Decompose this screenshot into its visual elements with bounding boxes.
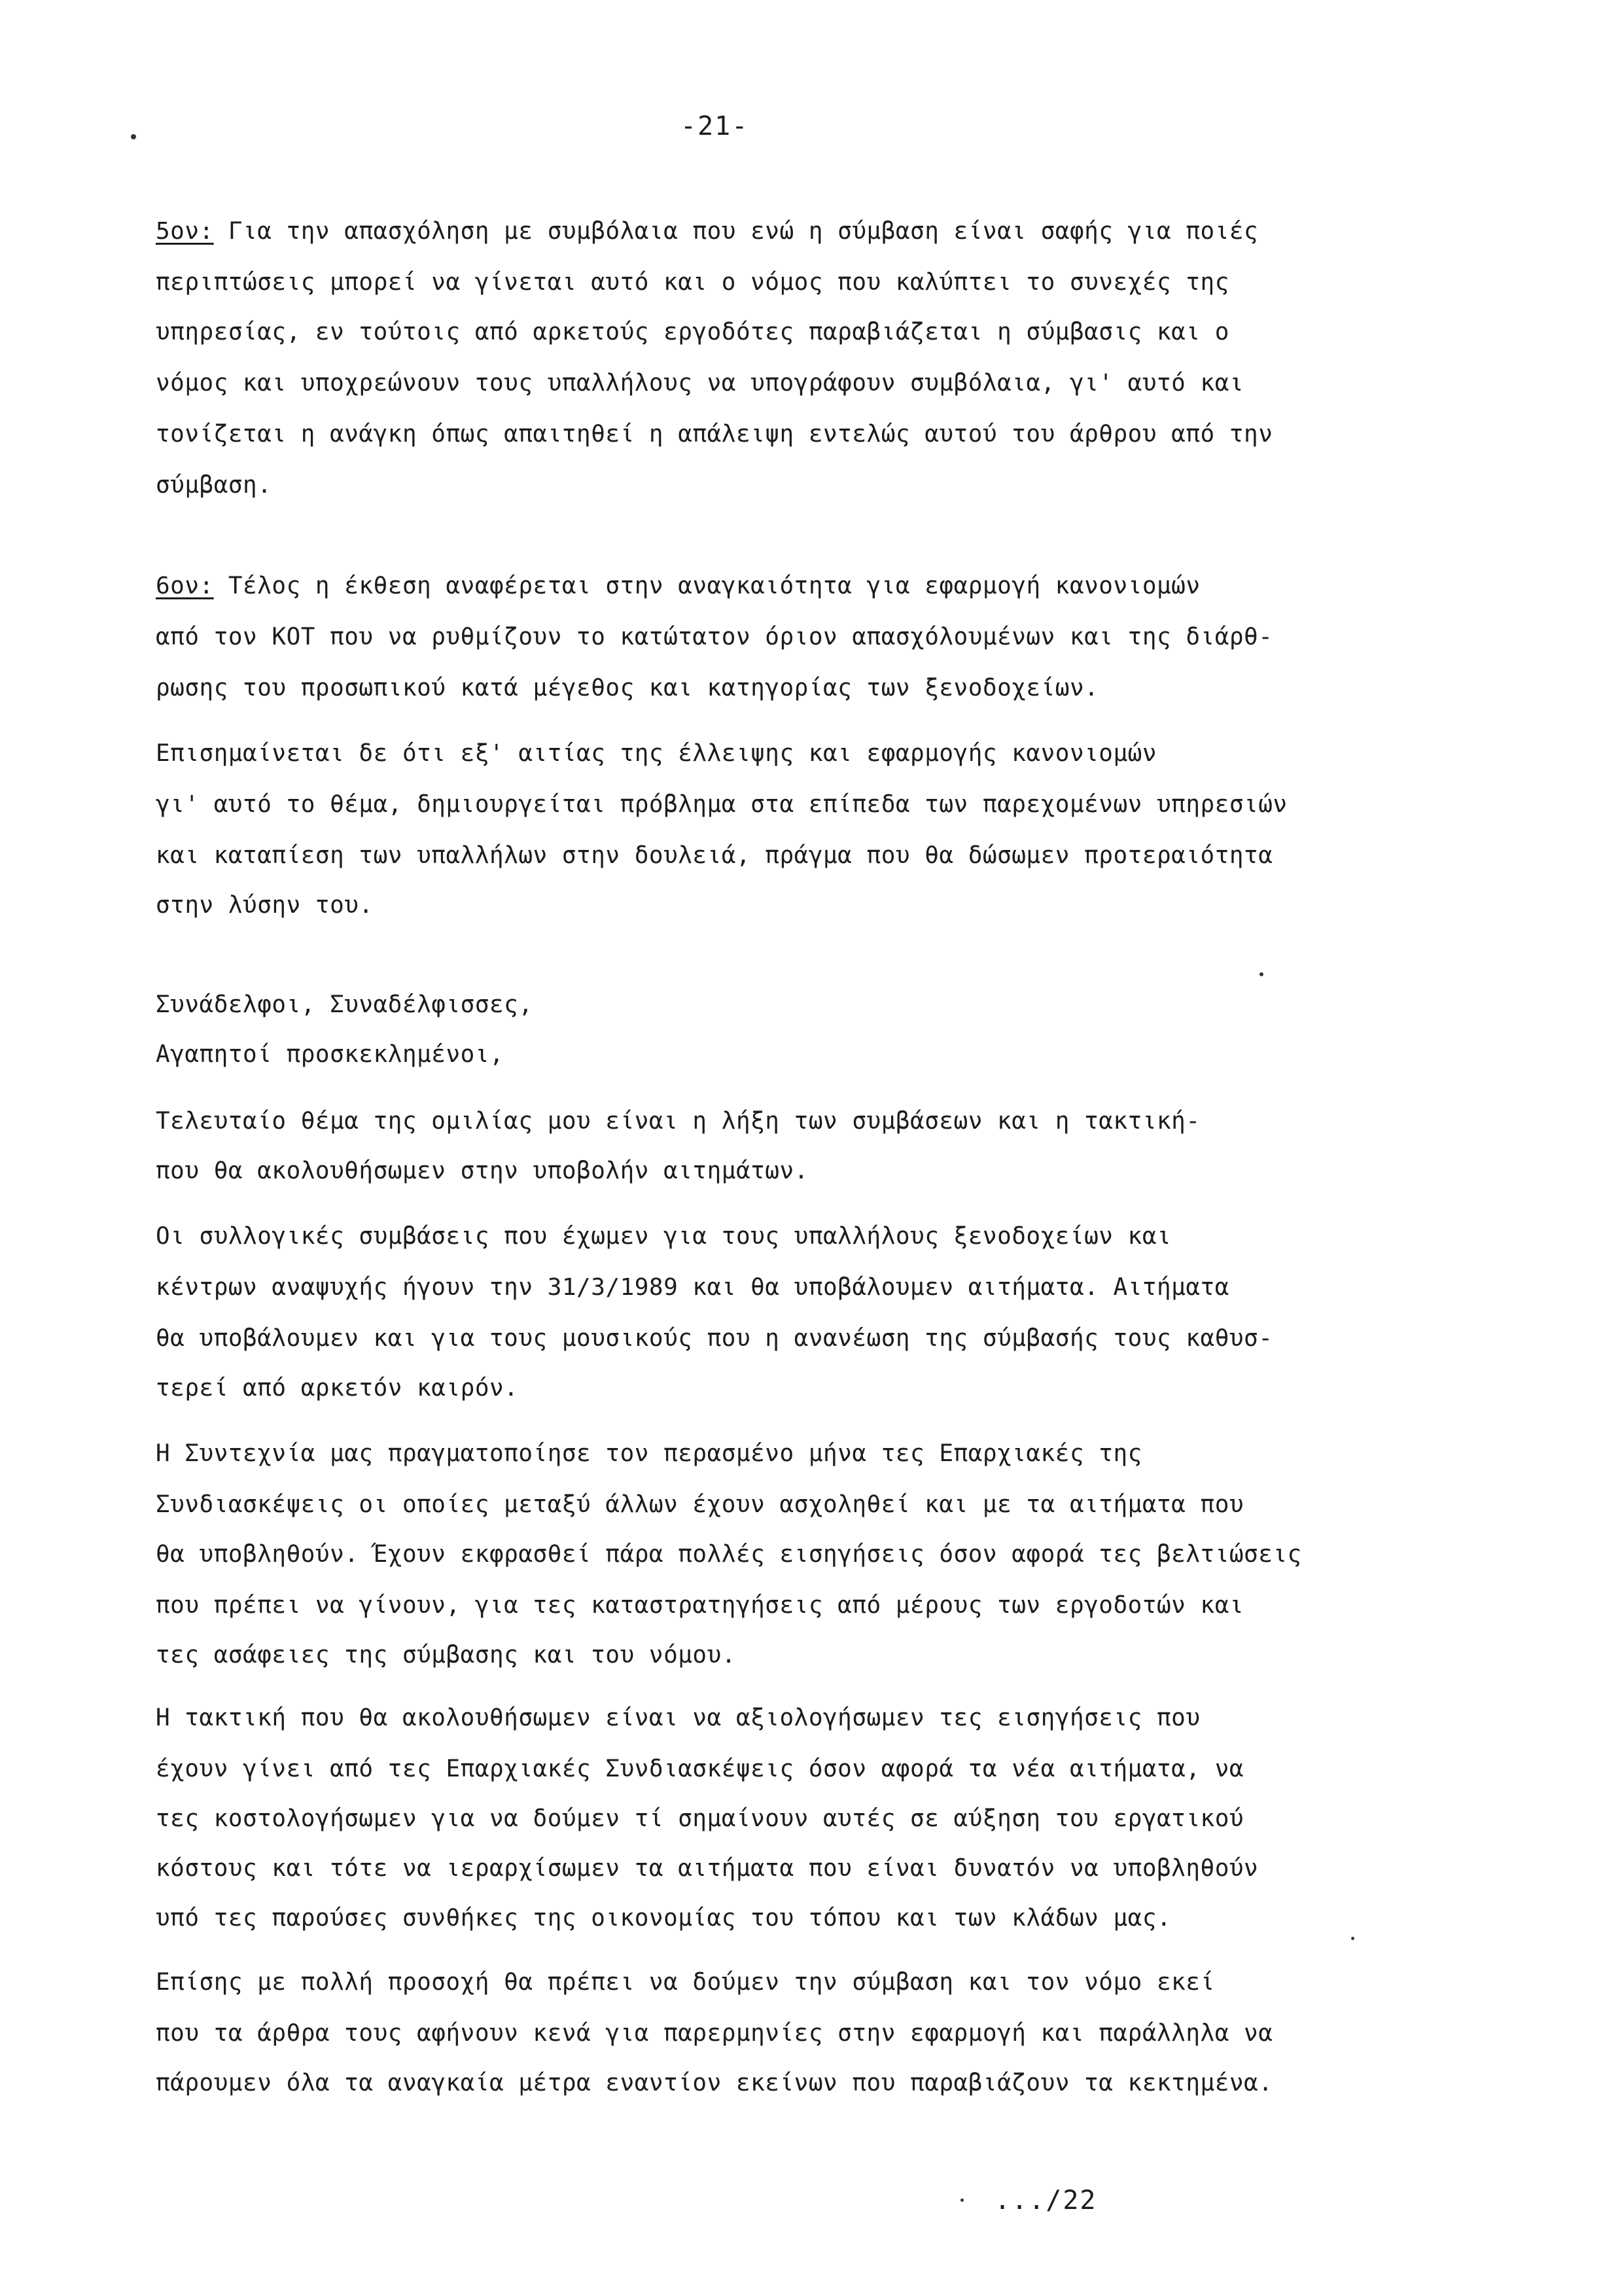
item-marker: 6ον: (156, 573, 214, 599)
paragraph-line: Οι συλλογικές συμβάσεις που έχωμεν για τους υπαλλήλους ξενοδοχείων και (156, 1223, 1172, 1250)
paragraph-line: από τον ΚΟΤ που να ρυθμίζουν το κατώτατον όριον απασχόλουμένων και της διάρθ- (156, 624, 1273, 650)
paragraph-line: Η τακτική που θα ακολουθήσωμεν είναι να αξιολογήσωμεν τες εισηγήσεις που (156, 1704, 1201, 1731)
scan-speck (960, 2199, 964, 2202)
paragraph-line: Συνδιασκέψεις οι οποίες μεταξύ άλλων έχουν ασχοληθεί και με τα αιτήματα που (156, 1491, 1244, 1518)
paragraph-line: υπό τες παρούσες συνθήκες της οικονομίας του τόπου και των κλάδων μας. (156, 1905, 1172, 1932)
line-text: Τέλος η έκθεση αναφέρεται στην αναγκαιότητα για εφαρμογή κανονιομών (213, 573, 1201, 599)
paragraph-line: που τα άρθρα τους αφήνουν κενά για παρερμηνίες στην εφαρμογή και παράλληλα να (156, 2020, 1273, 2047)
paragraph-line: θα υποβληθούν. Έχουν εκφρασθεί πάρα πολλές εισηγήσεις όσον αφορά τες βελτιώσεις (156, 1541, 1302, 1568)
paragraph-line: τονίζεται η ανάγκη όπως απαιτηθεί η απάλειψη εντελώς αυτού του άρθρου από την (156, 421, 1273, 448)
paragraph-line: υπηρεσίας, εν τούτοις από αρκετούς εργοδότες παραβιάζεται η σύμβασις και ο (156, 319, 1229, 345)
paragraph-line: Η Συντεχνία μας πραγματοποίησε τον περασμένο μήνα τες Επαρχιακές της (156, 1440, 1142, 1467)
item-marker: 5ον: (156, 218, 214, 245)
paragraph-line: έχουν γίνει από τες Επαρχιακές Συνδιασκέψεις όσον αφορά τα νέα αιτήματα, να (156, 1756, 1244, 1782)
salutation-line: Συνάδελφοι, Συναδέλφισσες, (156, 991, 533, 1018)
paragraph-line: Τελευταίο θέμα της ομιλίας μου είναι η λήξη των συμβάσεων και η τακτική- (156, 1108, 1201, 1135)
paragraph-line: γι' αυτό το θέμα, δημιουργείται πρόβλημα στα επίπεδα των παρεχομένων υπηρεσιών (156, 791, 1288, 818)
paragraph-line: που θα ακολουθήσωμεν στην υποβολήν αιτημάτων. (156, 1157, 809, 1184)
paragraph-line (156, 216, 1458, 247)
paragraph-line: κέντρων αναψυχής ήγουν την 31/3/1989 και θα υποβάλουμεν αιτήματα. Αιτήματα (156, 1274, 1229, 1301)
scan-speck (131, 134, 136, 139)
paragraph-line: που πρέπει να γίνουν, για τες καταστρατηγήσεις από μέρους των εργοδοτών και (156, 1592, 1244, 1619)
paragraph-line: στην λύσην του. (156, 892, 374, 919)
paragraph-line: Επίσης με πολλή προσοχή θα πρέπει να δούμεν την σύμβαση και τον νόμο εκεί (156, 1969, 1215, 1996)
paragraph-line: τερεί από αρκετόν καιρόν. (156, 1375, 519, 1402)
paragraph-line: τες ασάφειες της σύμβασης και του νόμου. (156, 1642, 736, 1669)
page-number: -21- (680, 111, 749, 141)
paragraph-line: πάρουμεν όλα τα αναγκαία μέτρα εναντίον εκείνων που παραβιάζουν τα κεκτημένα. (156, 2070, 1273, 2096)
paragraph-line: σύμβαση. (156, 472, 272, 499)
line-text: Για την απασχόληση με συμβόλαια που ενώ η σύμβαση είναι σαφής για ποιές (213, 218, 1259, 245)
paragraph-line: περιπτώσεις μπορεί να γίνεται αυτό και ο νόμος που καλύπτει το συνεχές της (156, 269, 1229, 296)
salutation-line: Αγαπητοί προσκεκλημένοι, (156, 1041, 504, 1068)
paragraph-line: νόμος και υποχρεώνουν τους υπαλλήλους να υπογράφουν συμβόλαια, γι' αυτό και (156, 370, 1244, 397)
paragraph-line: και καταπίεση των υπαλλήλων στην δουλειά, πράγμα που θα δώσωμεν προτεραιότητα (156, 842, 1273, 869)
paragraph-line: θα υποβάλουμεν και για τους μουσικούς που η ανανέωση της σύμβασής τους καθυσ- (156, 1325, 1273, 1352)
continuation-marker: .../22 (995, 2185, 1097, 2216)
paragraph-line: κόστους και τότε να ιεραρχίσωμεν τα αιτήματα που είναι δυνατόν να υποβληθούν (156, 1855, 1259, 1882)
scan-speck (1260, 972, 1263, 976)
paragraph-line: Επισημαίνεται δε ότι εξ' αιτίας της έλλειψης και εφαρμογής κανονιομών (156, 740, 1157, 767)
paragraph-line: ρωσης του προσωπικού κατά μέγεθος και κατηγορίας των ξενοδοχείων. (156, 675, 1099, 701)
paragraph-line (156, 571, 1458, 602)
paragraph-line: τες κοστολογήσωμεν για να δούμεν τί σημαίνουν αυτές σε αύξηση του εργατικού (156, 1805, 1244, 1832)
scan-speck (1351, 1937, 1354, 1940)
